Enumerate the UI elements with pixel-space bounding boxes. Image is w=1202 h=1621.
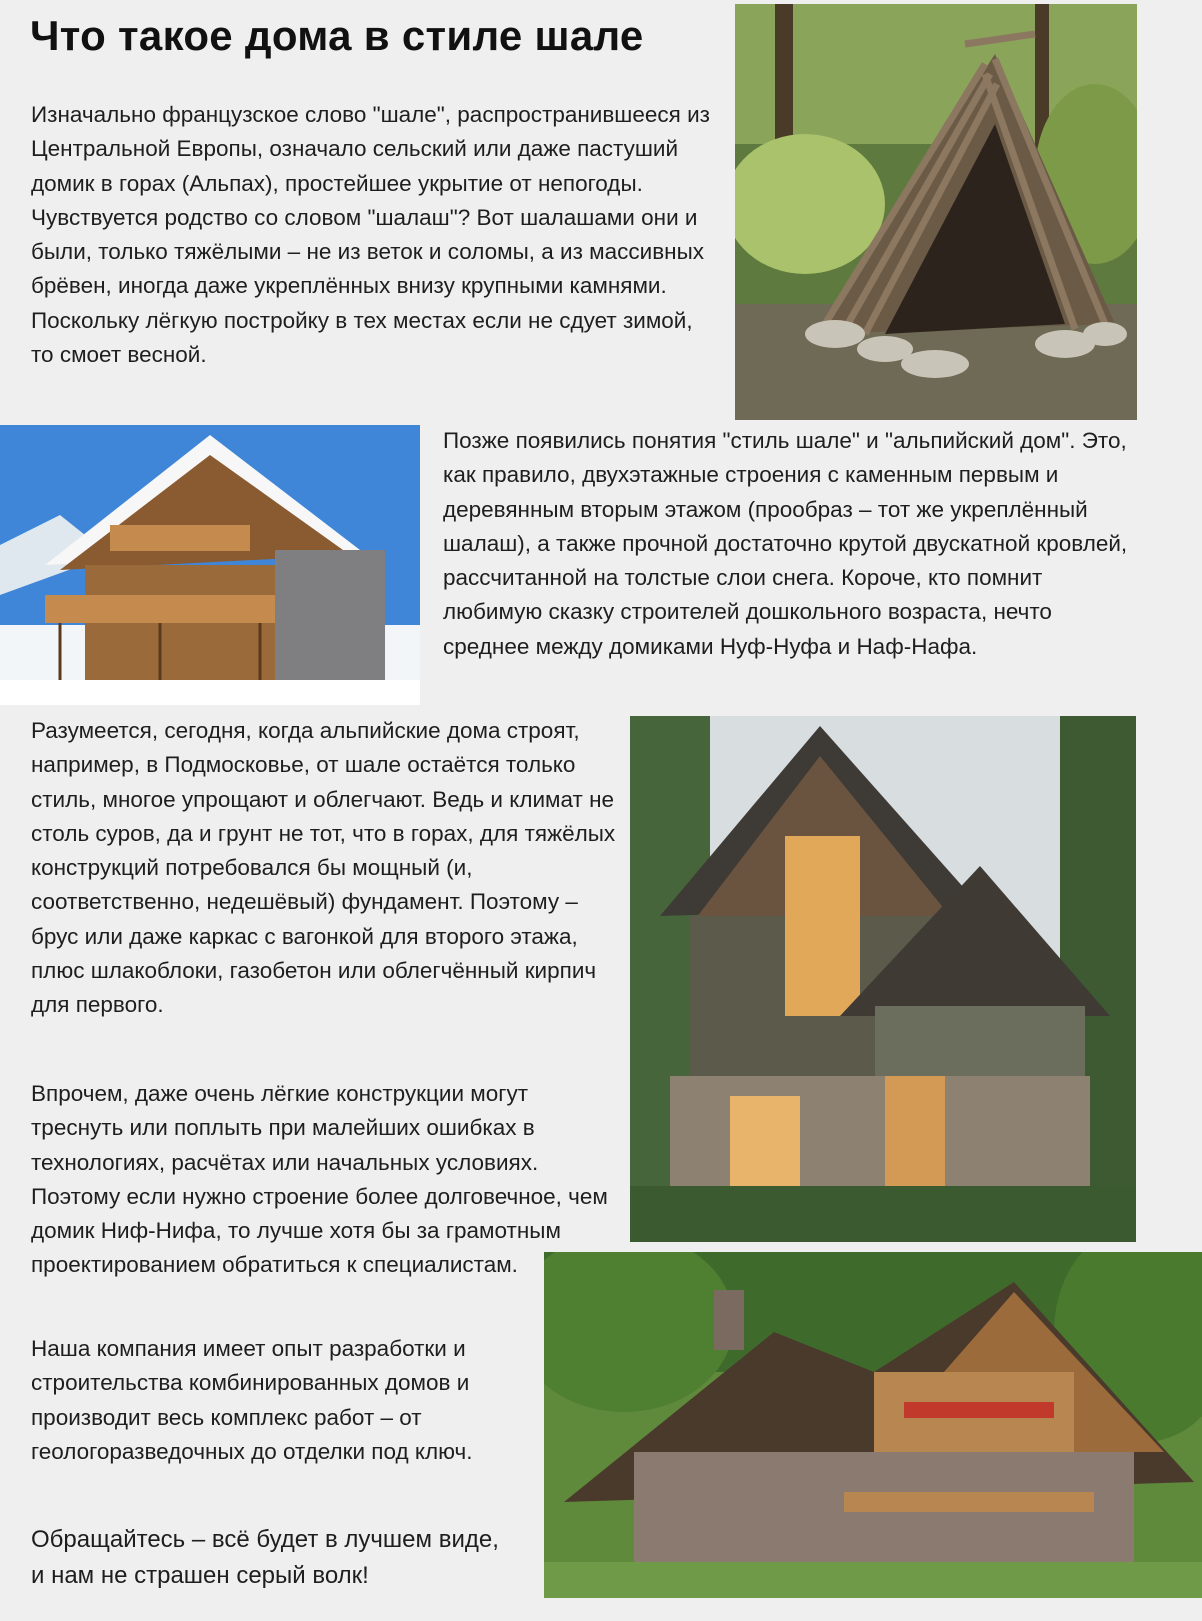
company-paragraph: Наша компания имеет опыт разработки и строительства комбинированных домов и производит весь комплекс работ – от геологоразведочных до отделки под ключ. bbox=[31, 1336, 473, 1464]
chalet-style-paragraph: Позже появились понятия "стиль шале" и "альпийский дом". Это, как правило, двухэтажные строения с каменным первым и деревянным вторым этажом (прообраз – тот же укреплённый шалаш), а также прочной достаточно крутой двускатной кровлей, рассчитанной на толстые слои снега. Короче, кто помнит любимую сказку строителей дошкольного возраста, нечто среднее между домиками Нуф-Нуфа и Наф-Нафа. bbox=[443, 428, 1128, 659]
today-paragraph: Разумеется, сегодня, когда альпийские дома строят, например, в Подмосковье, от шале остаётся только стиль, многое упрощают и облегчают. Ведь и климат не столь суров, да и грунт не тот, что в горах, для тяжёлых конструкций потребовался бы мощный (и, соответственно, недешёвый) фундамент. Поэтому – брус или даже каркас с вагонкой для второго этажа, плюс шлакоблоки, газобетон или облегчённый кирпич для первого. bbox=[31, 718, 616, 1018]
page-title: Что такое дома в стиле шале bbox=[30, 12, 644, 59]
intro-paragraph: Изначально французское слово "шале", распространившееся из Центральной Европы, означало сельский или даже пастуший домик в горах (Альпах), простейшее укрытие от непогоды. Чувствуется родство со словом "шалаш"? Вот шалашами они и были, только тяжёлыми – не из веток и соломы, а из массивных брёвен, иногда даже укреплённых внизу крупными камнями. Поскольку лёгкую постройку в тех местах если не сдует зимой, то смоет весной. bbox=[31, 102, 710, 368]
modern-chalet-photo bbox=[630, 716, 1136, 1242]
snowy-chalet-photo bbox=[0, 425, 420, 705]
contact-paragraph: Обращайтесь – всё будет в лучшем виде, и нам не страшен серый волк! bbox=[31, 1526, 499, 1589]
combined-house-photo bbox=[544, 1252, 1202, 1598]
log-shelter-photo bbox=[735, 4, 1137, 420]
specialists-paragraph: Впрочем, даже очень лёгкие конструкции могут треснуть или поплыть при малейших ошибках в технологиях, расчётах или начальных условиях. Поэтому если нужно строение более долговечное, чем домик Ниф-Нифа, то лучше хотя бы за грамотным проектированием обратиться к специалистам. bbox=[31, 1081, 608, 1278]
